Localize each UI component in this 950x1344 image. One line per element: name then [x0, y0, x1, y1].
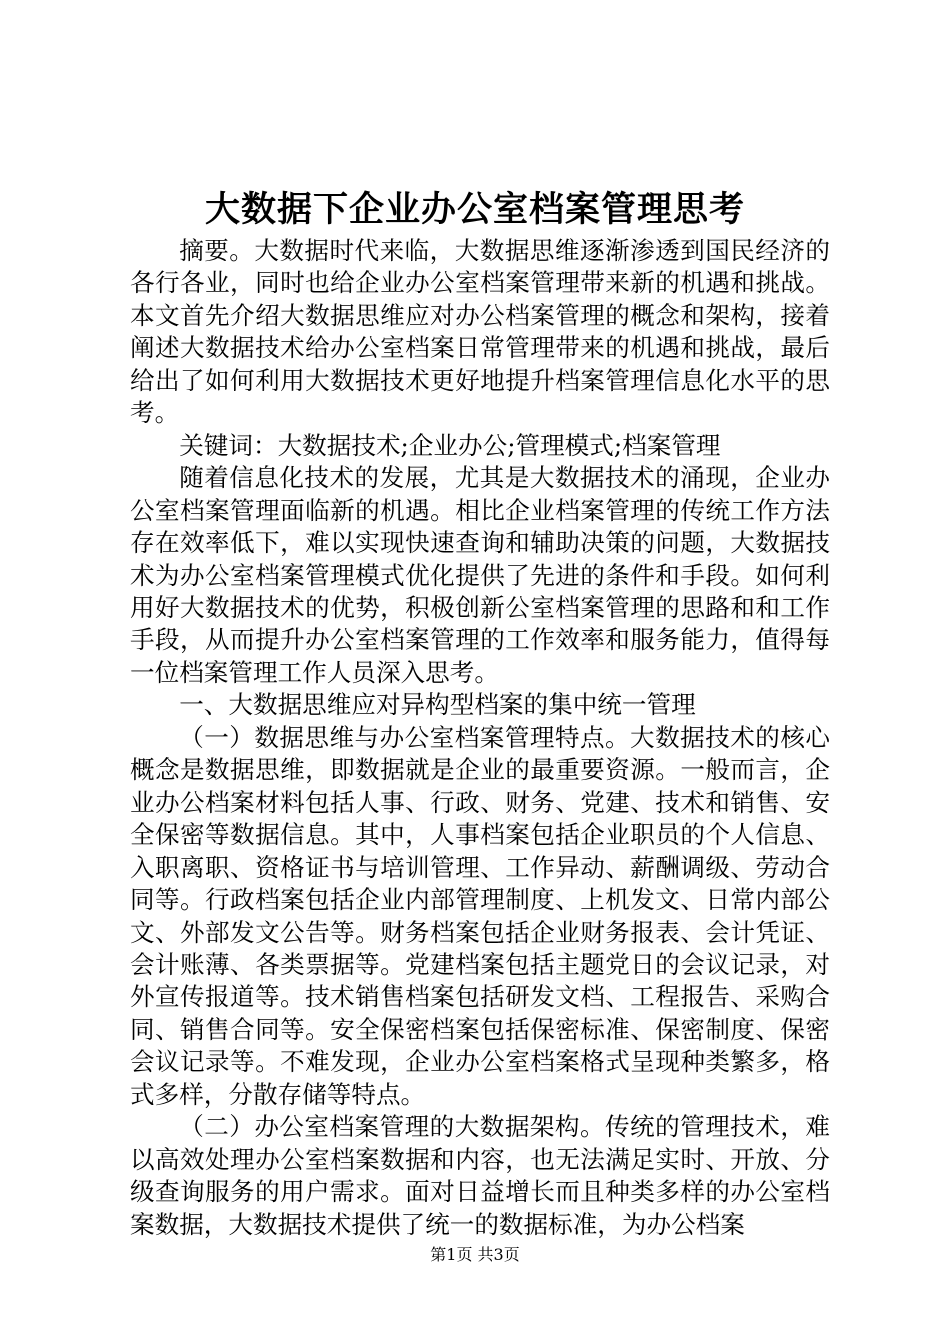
- section-paragraph-2: （二）办公室档案管理的大数据架构。传统的管理技术，难以高效处理办公室档案数据和内容，也无法满足实时、开放、分级查询服务的用户需求。面对日益增长而且种类多样的办公室档案数据，大数据技术提供了统一的数据标准，为办公档案: [130, 1112, 830, 1239]
- abstract-paragraph: 摘要。大数据时代来临，大数据思维逐渐渗透到国民经济的各行各业，同时也给企业办公室档案管理带来新的机遇和挑战。本文首先介绍大数据思维应对办公档案管理的概念和架构，接着阐述大数据技术给办公室档案日常管理带来的机遇和挑战，最后给出了如何利用大数据技术更好地提升档案管理信息化水平的思考。: [130, 236, 830, 428]
- section-paragraph-1: （一）数据思维与办公室档案管理特点。大数据技术的核心概念是数据思维，即数据就是企业的最重要资源。一般而言，企业办公档案材料包括人事、行政、财务、党建、技术和销售、安全保密等数据信息。其中，人事档案包括企业职员的个人信息、入职离职、资格证书与培训管理、工作异动、薪酬调级、劳动合同等。行政档案包括企业内部管理制度、上机发文、日常内部公文、外部发文公告等。财务档案包括企业财务报表、会计凭证、会计账薄、各类票据等。党建档案包括主题党日的会议记录，对外宣传报道等。技术销售档案包括研发文档、工程报告、采购合同、销售合同等。安全保密档案包括保密标准、保密制度、保密会议记录等。不难发现，企业办公室档案格式呈现种类繁多，格式多样，分散存储等特点。: [130, 722, 830, 1109]
- intro-paragraph: 随着信息化技术的发展，尤其是大数据技术的涌现，企业办公室档案管理面临新的机遇。相比企业档案管理的传统工作方法存在效率低下，难以实现快速查询和辅助决策的问题，大数据技术为办公室档案管理模式优化提供了先进的条件和手段。如何利用好大数据技术的优势，积极创新公室档案管理的思路和和工作手段，从而提升办公室档案管理的工作效率和服务能力，值得每一位档案管理工作人员深入思考。: [130, 463, 830, 687]
- document-body: [130, 235, 830, 1241]
- keywords-line: 关键词：大数据技术;企业办公;管理模式;档案管理: [179, 430, 721, 460]
- page-footer: 第1页 共3页: [430, 1245, 520, 1264]
- section-heading: 一、大数据思维应对异构型档案的集中统一管理: [179, 690, 696, 720]
- document-title: 大数据下企业办公室档案管理思考: [204, 190, 745, 230]
